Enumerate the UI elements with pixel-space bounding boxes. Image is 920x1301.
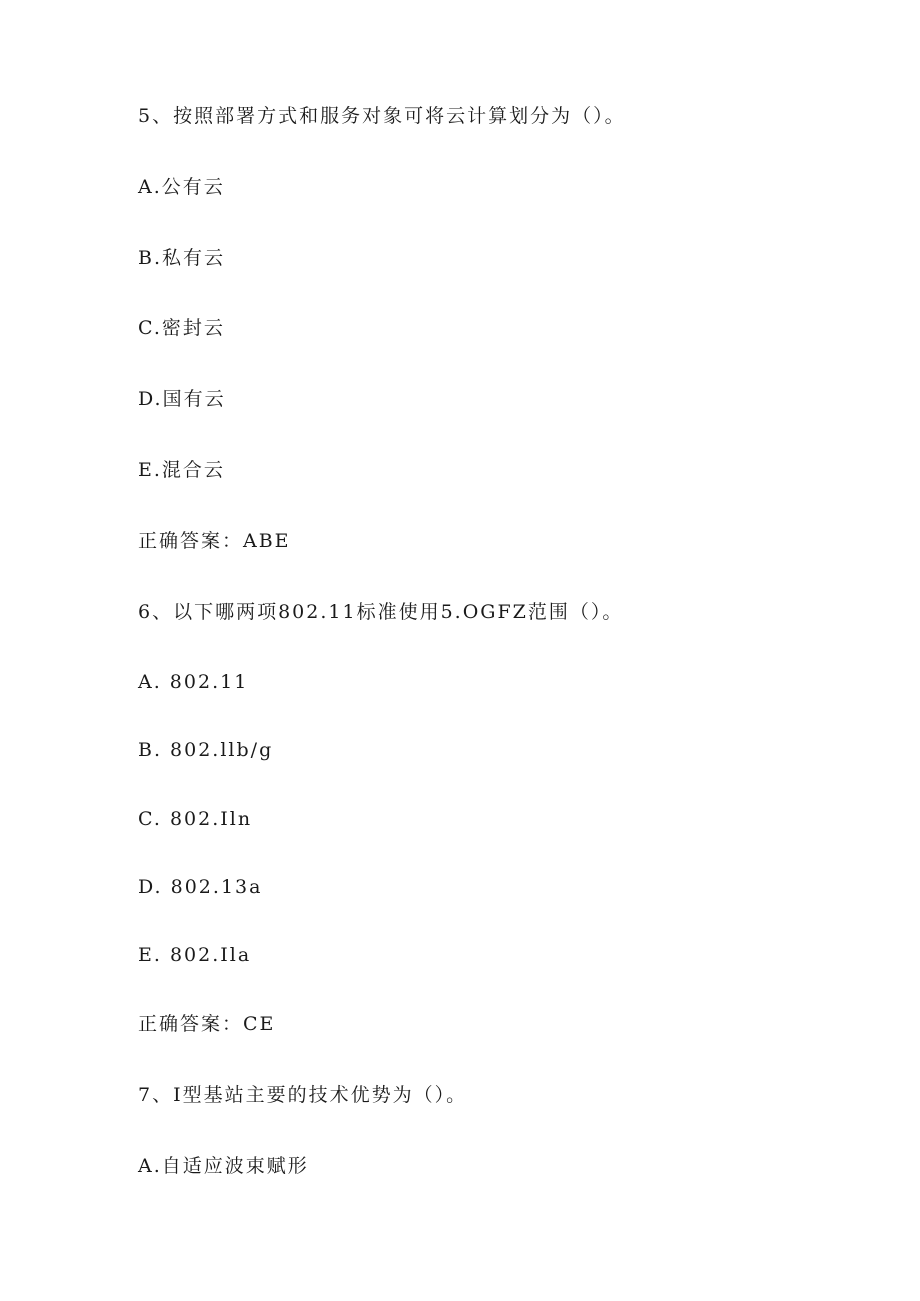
question-6-option-e: E. 802.Ila <box>138 944 252 966</box>
question-5-stem: 5、按照部署方式和服务对象可将云计算划分为（）。 <box>138 105 626 127</box>
question-6-option-d: D. 802.13a <box>138 876 263 898</box>
question-7-stem: 7、I型基站主要的技术优势为（）。 <box>138 1084 468 1106</box>
question-6-option-c: C. 802.Iln <box>138 808 253 830</box>
question-5-option-b: B.私有云 <box>138 247 226 269</box>
question-6-stem: 6、以下哪两项802.11标准使用5.OGFZ范围（）。 <box>138 601 624 623</box>
question-5-option-e: E.混合云 <box>138 459 225 481</box>
question-5-option-c: C.密封云 <box>138 317 225 339</box>
question-6-answer: 正确答案：CE <box>138 1013 276 1035</box>
question-5-option-d: D.国有云 <box>138 388 226 410</box>
question-6-option-b: B. 802.llb/g <box>138 739 274 761</box>
question-5-option-a: A.公有云 <box>138 176 225 198</box>
question-7-option-a: A.自适应波束赋形 <box>138 1155 309 1177</box>
question-6-option-a: A. 802.11 <box>138 671 249 693</box>
question-5-answer: 正确答案：ABE <box>138 530 291 552</box>
